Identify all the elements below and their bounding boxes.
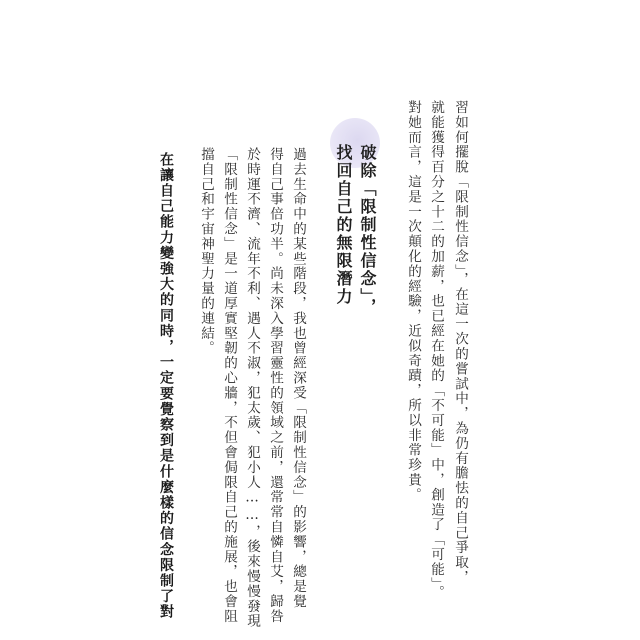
- callout-text: 在讓自己能力變強大的同時，一定要覺察到是什麼樣的信念限制了對: [158, 152, 174, 620]
- section-paragraph-line-3: 於時運不濟、流年不利、遇人不淑，犯太歲、犯小人……，後來慢慢發現: [244, 147, 260, 629]
- top-paragraph-line-3: 對她而言，這是一次顛化的經驗，近似奇蹟，所以非常珍貴。: [405, 100, 421, 503]
- section-heading-line-2: 找回自己的無限潛力: [334, 144, 353, 306]
- section-paragraph-line-1: 過去生命中的某些階段，我也曾經深受「限制性信念」的影響，總是覺: [290, 147, 306, 609]
- section-paragraph-line-2: 得自己事倍功半。尚未深入學習靈性的領域之前，還常常自憐自艾，歸咎: [267, 147, 283, 624]
- top-paragraph-line-2: 就能獲得百分之十二的加薪，也已經在她的「不可能」中，創造了「可能」。: [428, 100, 444, 600]
- section-paragraph-line-4: 「限制性信念」是一道厚實堅韌的心牆，不但會侷限自己的施展，也會阻: [221, 147, 237, 624]
- section-heading-line-1: 破除「限制性信念」，: [358, 144, 377, 316]
- top-paragraph-line-1: 習如何擺脫「限制性信念」，在這一次的嘗試中，為仍有膽怯的自己爭取，: [452, 100, 468, 585]
- section-paragraph-line-5: 擋自己和宇宙神聖力量的連結。: [198, 147, 214, 356]
